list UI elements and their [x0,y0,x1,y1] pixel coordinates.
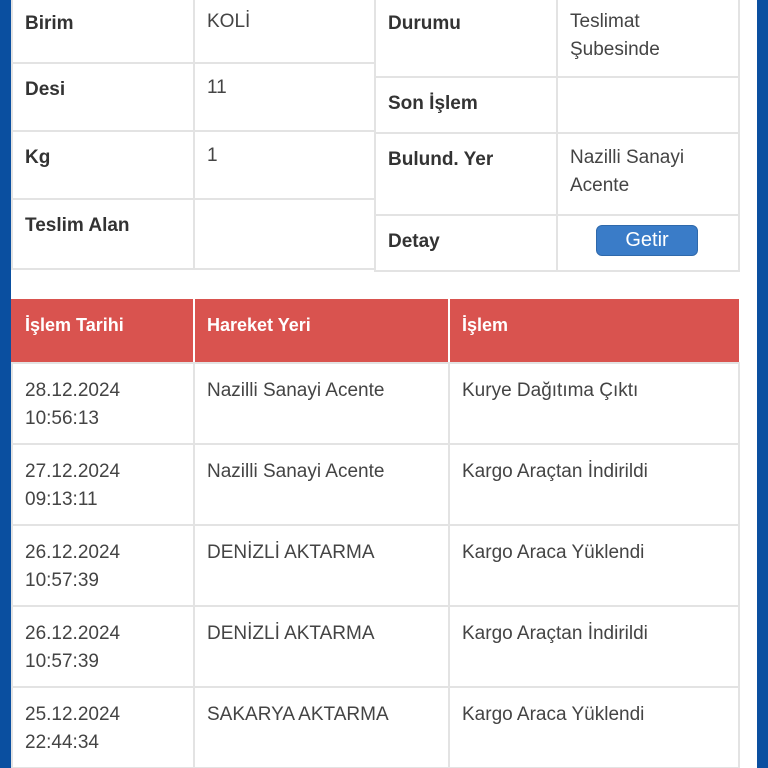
time-text: 09:13:11 [25,489,98,510]
date-text: 26.12.2024 [25,623,121,644]
cell-place: Nazilli Sanayi Acente [194,444,449,525]
cell-place: Nazilli Sanayi Acente [194,363,449,444]
time-text: 10:56:13 [25,408,99,429]
cell-date [12,363,194,444]
cell-action: Kargo Araçtan İndirildi [449,606,739,687]
shipment-info-right [374,0,740,272]
time-text: 22:44:34 [25,732,99,753]
date-text: 26.12.2024 [25,542,121,563]
info-value: 11 [194,63,376,131]
shipment-info-left [11,0,377,270]
cell-action: Kurye Dağıtıma Çıktı [449,363,739,444]
info-value [194,199,376,269]
info-label: Durumu [375,0,557,77]
cell-place: SAKARYA AKTARMA [194,687,449,768]
column-header-action: İşlem [449,299,739,363]
info-value: 1 [194,131,376,199]
column-header-date: İşlem Tarihi [12,299,194,363]
cell-action: Kargo Araçtan İndirildi [449,444,739,525]
info-label: Bulund. Yer [375,133,557,215]
cell-place: DENİZLİ AKTARMA [194,606,449,687]
info-row-son-islem [375,77,739,133]
info-row-detay [375,215,739,271]
location-line-2: Acente [570,175,630,196]
getir-button[interactable]: Getir [596,225,698,256]
location-line-1: Nazilli Sanayi [570,147,685,168]
info-value [557,77,739,133]
info-label: Birim [12,0,194,63]
info-value [557,215,739,271]
cell-date [12,606,194,687]
movements-table [11,299,740,768]
info-row-kg [12,131,376,199]
info-label: Desi [12,63,194,131]
cell-action: Kargo Araca Yüklendi [449,687,739,768]
info-row-durumu [375,0,739,77]
info-row-teslim-alan [12,199,376,269]
info-label: Teslim Alan [12,199,194,269]
info-value [557,133,739,215]
info-label: Detay [375,215,557,271]
table-row [12,444,739,525]
movements-header-row [12,299,739,363]
table-row [12,525,739,606]
cell-place: DENİZLİ AKTARMA [194,525,449,606]
info-row-birim [12,0,376,63]
column-header-place: Hareket Yeri [194,299,449,363]
status-line-2: Şubesinde [570,39,660,60]
info-row-desi [12,63,376,131]
info-label: Kg [12,131,194,199]
info-value [557,0,739,77]
cell-date [12,687,194,768]
date-text: 25.12.2024 [25,704,121,725]
table-row [12,606,739,687]
info-value: KOLİ [194,0,376,63]
cell-date [12,444,194,525]
table-row [12,687,739,768]
time-text: 10:57:39 [25,570,99,591]
status-line-1: Teslimat [570,11,640,32]
date-text: 28.12.2024 [25,380,121,401]
info-row-bulund-yer [375,133,739,215]
cell-action: Kargo Araca Yüklendi [449,525,739,606]
table-row [12,363,739,444]
date-text: 27.12.2024 [25,461,121,482]
time-text: 10:57:39 [25,651,99,672]
cell-date [12,525,194,606]
info-label: Son İşlem [375,77,557,133]
